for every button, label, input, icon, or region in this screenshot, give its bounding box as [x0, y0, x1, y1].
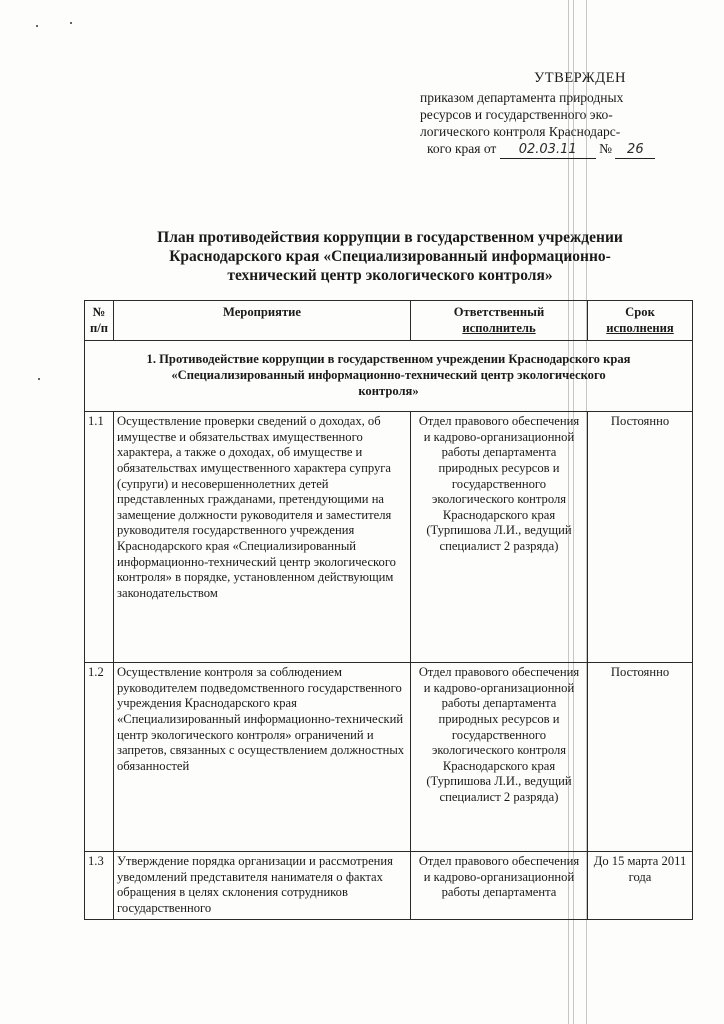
document-title-line-1: План противодействия коррупции в государственном учреждении — [157, 229, 623, 246]
approval-line-4 — [420, 140, 690, 159]
table-section-row — [85, 341, 693, 412]
approval-line-2: ресурсов и государственного эко- — [420, 107, 613, 122]
scan-speck — [38, 378, 40, 380]
table-row — [85, 412, 693, 663]
document-title-line-3: технический центр экологического контроля» — [227, 267, 553, 284]
approval-number-label: № — [599, 141, 612, 156]
header-num-line-2: п/п — [89, 320, 108, 335]
row-measure: Осуществление контроля за соблюдением руководителем подведомственного государственного учреждения Краснодарского края «Специализированный информационно-технический центр экологического контроля» ограничений и запретов, связанных с осуществлением должностных обязанностей — [114, 663, 411, 852]
header-responsible-line-2: исполнитель — [462, 320, 536, 335]
row-number: 1.1 — [85, 412, 114, 663]
approval-date-prefix: кого края от — [427, 141, 497, 156]
row-number: 1.3 — [85, 852, 114, 919]
document-title-line-2: Краснодарского края «Специализированный информационно- — [169, 248, 611, 265]
plan-table — [84, 300, 693, 920]
approval-date-handwritten: 02.03.11 — [500, 141, 596, 159]
row-term: Постоянно — [588, 412, 693, 663]
section-title-line-1: 1. Противодействие коррупции в государственном учреждении Краснодарского края — [146, 352, 631, 367]
document-title — [90, 228, 690, 285]
header-num-line-1: № — [92, 305, 106, 319]
table-row — [85, 663, 693, 852]
row-responsible: Отдел правового обеспечения и кадрово-организационной работы департамента — [411, 852, 588, 919]
approval-number-handwritten: 26 — [615, 141, 655, 159]
header-responsible — [411, 301, 588, 341]
section-title-line-2: «Специализированный информационно-технический центр экологического — [171, 368, 606, 383]
header-num — [85, 301, 114, 341]
row-number: 1.2 — [85, 663, 114, 852]
header-term-line-2: исполнения — [606, 320, 674, 335]
row-responsible: Отдел правового обеспечения и кадрово-организационной работы департамента природных ресурсов и государственного экологического контроля Краснодарского края (Турпишова Л.И., ведущий специалист 2 разряда) — [411, 412, 588, 663]
row-measure: Осуществление проверки сведений о доходах, об имуществе и обязательствах имущественного характера, а также о доходах, об имуществе и обязательствах имущественного характера супруга (супруги) и несовершеннолетних детей представленных гражданами, претендующими на замещение должности руководителя и заместителя руководителя государственного учреждения Краснодарского края «Специализированный информационно-технический центр экологического контроля» в порядке, установленном действующим законодательством — [114, 412, 411, 663]
header-term — [588, 301, 693, 341]
approval-stamp-block — [420, 70, 690, 159]
approval-heading: УТВЕРЖДЕН — [534, 70, 626, 86]
section-title — [85, 341, 693, 412]
section-title-line-3: контроля» — [358, 384, 419, 399]
approval-line-3: логического контроля Краснодарс- — [420, 124, 621, 139]
table-header-row — [85, 301, 693, 341]
row-term: До 15 марта 2011 года — [588, 852, 693, 919]
scan-speck — [36, 25, 38, 27]
row-measure: Утверждение порядка организации и рассмотрения уведомлений представителя нанимателя о фактах обращения в целях склонения сотрудников государственного — [114, 852, 411, 919]
scan-speck — [70, 22, 72, 24]
table-row — [85, 852, 693, 919]
approval-line-1: приказом департамента природных — [420, 90, 624, 105]
header-responsible-line-1: Ответственный — [453, 305, 545, 319]
header-measure: Мероприятие — [114, 301, 411, 341]
row-responsible: Отдел правового обеспечения и кадрово-организационной работы департамента природных ресурсов и государственного экологического контроля Краснодарского края (Турпишова Л.И., ведущий специалист 2 разряда) — [411, 663, 588, 852]
row-term: Постоянно — [588, 663, 693, 852]
header-term-line-1: Срок — [625, 305, 655, 319]
